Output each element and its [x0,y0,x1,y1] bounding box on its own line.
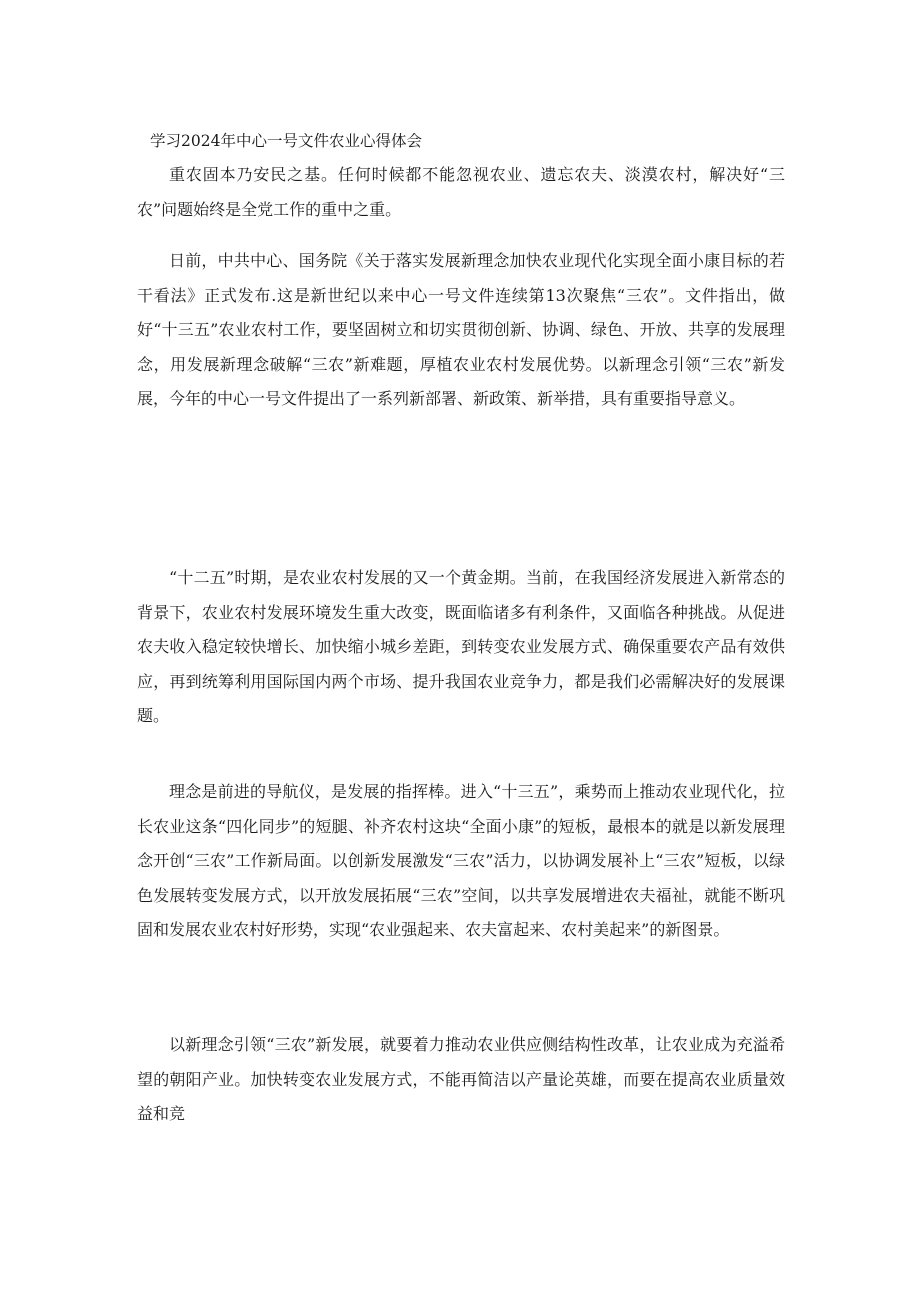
paragraph-1: 重农固本乃安民之基。任何时候都不能忽视农业、遗忘农夫、淡漠农村，解决好“三农”问题始终是全党工作的重中之重。 [137,165,785,219]
paragraph-3: “十二五”时期，是农业农村发展的又一个黄金期。当前，在我国经济发展进入新常态的背景下，农业农村发展环境发生重大改变，既面临诸多有利条件，又面临各种挑战。从促进农夫收入稳定较快增长、加快缩小城乡差距，到转变农业发展方式、确保重要农产品有效供应，再到统筹利用国际国内两个市场、提升我国农业竞争力，都是我们必需解决好的发展课题。 [137,568,785,725]
paragraph-5: 以新理念引领“三农”新发展，就要着力推动农业供应侧结构性改革，让农业成为充溢希望的朝阳产业。加快转变农业发展方式，不能再简洁以产量论英雄，而要在提高农业质量效益和竞 [137,1035,785,1123]
paragraph-4: 理念是前进的导航仪，是发展的指挥棒。进入“十三五”，乘势而上推动农业现代化，拉长农业这条“四化同步”的短腿、补齐农村这块“全面小康”的短板，最根本的就是以新发展理念开创“三农”工作新局面。以创新发展激发“三农”活力，以协调发展补上“三农”短板，以绿色发展转变发展方式，以开放发展拓展“三农”空间，以共享发展增进农夫福祉，就能不断巩固和发展农业农村好形势，实现“农业强起来、农夫富起来、农村美起来”的新图景。 [137,782,785,939]
document-title: 学习2024年中心一号文件农业心得体会 [150,132,422,150]
paragraph-2: 日前，中共中心、国务院《关于落实发展新理念加快农业现代化实现全面小康目标的若干看法》正式发布.这是新世纪以来中心一号文件连续第13次聚焦“三农”。文件指出，做好“十三五”农业农村工作，要坚固树立和切实贯彻创新、协调、绿色、开放、共享的发展理念，用发展新理念破解“三农”新难题，厚植农业农村发展优势。以新理念引领“三农”新发展，今年的中心一号文件提出了一系列新部署、新政策、新举措，具有重要指导意义。 [137,251,785,408]
